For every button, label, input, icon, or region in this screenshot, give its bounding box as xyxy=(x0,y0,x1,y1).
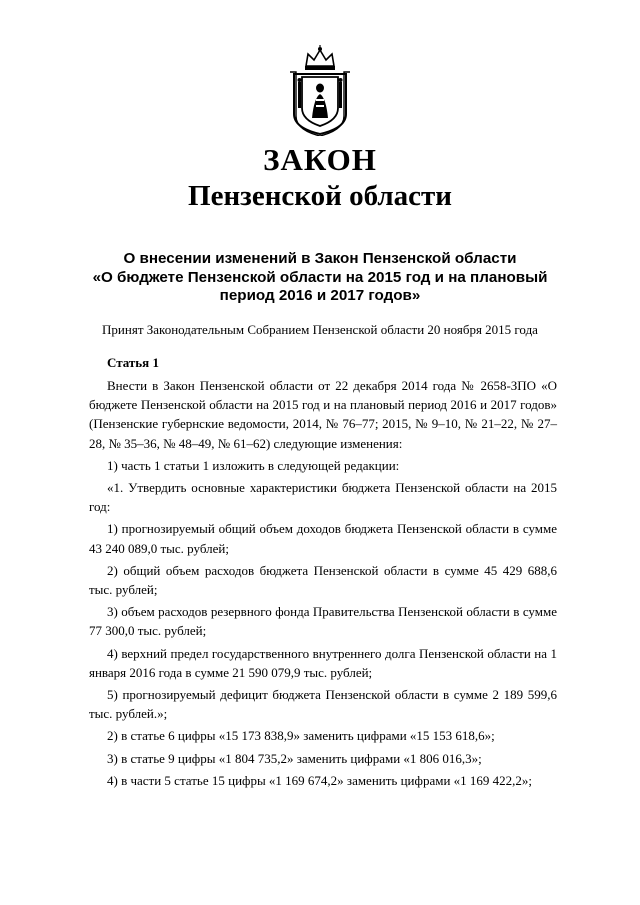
paragraph: 3) объем расходов резервного фонда Правительства Пензенской области в сумме 77 300,0 тыс. рублей; xyxy=(89,604,557,639)
issuer: Пензенской области xyxy=(188,180,452,212)
paragraph: 3) в статье 9 цифры «1 804 735,2» заменить цифрами «1 806 016,3»; xyxy=(107,750,482,766)
article-body xyxy=(89,376,557,790)
law-title-line: «О бюджете Пензенской области на 2015 год и на плановый xyxy=(92,268,548,286)
law-title-line: О внесении изменений в Закон Пензенской области xyxy=(123,250,517,267)
law-title xyxy=(70,250,570,306)
article-heading: Статья 1 xyxy=(107,355,159,370)
paragraph: 4) верхний предел государственного внутреннего долга Пензенской области на 1 января 2016 года в сумме 21 590 079,9 тыс. рублей; xyxy=(89,645,557,680)
document-type: ЗАКОН xyxy=(263,142,377,177)
coat-of-arms-icon xyxy=(284,44,356,136)
paragraph: 1) часть 1 статьи 1 изложить в следующей редакции: xyxy=(107,457,400,473)
adoption-note: Принят Законодательным Собранием Пензенской области 20 ноября 2015 года xyxy=(102,322,538,337)
paragraph: Внести в Закон Пензенской области от 22 декабря 2014 года № 2658-ЗПО «О бюджете Пензенской области на 2015 год и на плановый период 2016 и 2017 годов» (Пензенские губернские ведомости, 2014, № 76–77; 2015, № 9–10, № 21–22, № 27–28, № 35–36, № 48–49, № 61–62) следующие изменения: xyxy=(89,378,557,451)
paragraph: 2) общий объем расходов бюджета Пензенской области в сумме 45 429 688,6 тыс. рублей; xyxy=(89,562,557,598)
paragraph: 2) в статье 6 цифры «15 173 838,9» заменить цифрами «15 153 618,6»; xyxy=(107,728,495,744)
law-title-line: период 2016 и 2017 годов» xyxy=(219,287,421,304)
paragraph: «1. Утвердить основные характеристики бюджета Пензенской области на 2015 год: xyxy=(89,480,557,515)
paragraph: 1) прогнозируемый общий объем доходов бюджета Пензенской области в сумме 43 240 089,0 тыс. рублей; xyxy=(89,521,557,556)
paragraph: 5) прогнозируемый дефицит бюджета Пензенской области в сумме 2 189 599,6 тыс. рублей.»; xyxy=(89,687,557,722)
paragraph: 4) в части 5 статье 15 цифры «1 169 674,2» заменить цифрами «1 169 422,2»; xyxy=(107,772,533,788)
